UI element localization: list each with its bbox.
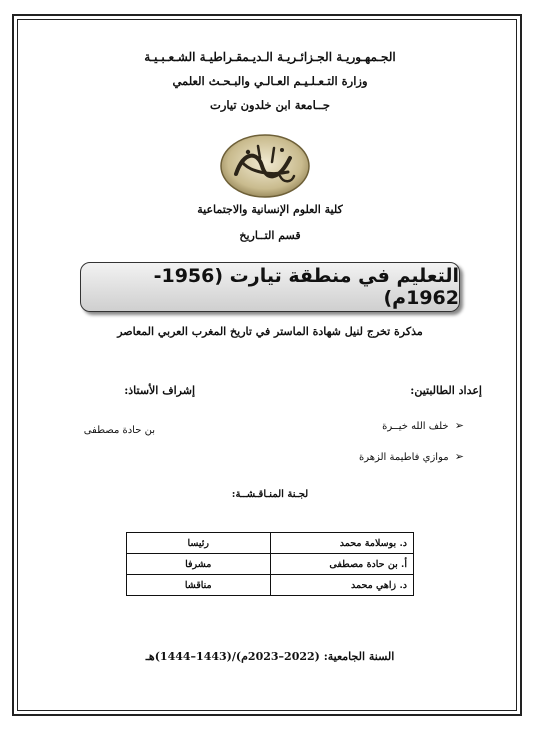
- academic-year: السنة الجامعية: (2022–2023م)/(1443–1444)هـ: [145, 650, 395, 663]
- member-role: مناقشا: [127, 575, 271, 596]
- ministry-header: وزارة التـعـلـيـم العـالـي والبـحـث العلمي: [172, 74, 368, 88]
- member-role: مشرفا: [127, 554, 271, 575]
- member-name: د. زاهي محمد: [270, 575, 414, 596]
- students-label: إعداد الطالبتين:: [410, 384, 482, 397]
- member-role: رئيسا: [127, 533, 271, 554]
- university-logo-icon: [218, 132, 312, 200]
- committee-table: [126, 532, 414, 596]
- table-row: [127, 533, 414, 554]
- member-name: د. بوسلامة محمد: [270, 533, 414, 554]
- arrow-bullet-icon: ➢: [454, 419, 464, 432]
- student-name: موازي فاطيمة الزهرة: [358, 452, 449, 463]
- table-row: [127, 575, 414, 596]
- student-name: خلف الله خيــرة: [382, 421, 449, 432]
- arrow-bullet-icon: ➢: [454, 450, 464, 463]
- faculty-name: كلية العلوم الإنسانية والاجتماعية: [197, 203, 343, 216]
- university-header: جــامعة ابن خلدون تيارت: [210, 98, 330, 112]
- table-row: [127, 554, 414, 575]
- member-name: أ. بن حادة مصطفى: [270, 554, 414, 575]
- thesis-title-box: [80, 262, 460, 312]
- thesis-subtitle: مذكرة تخرج لنيل شهادة الماستر في تاريخ المغرب العربي المعاصر: [117, 325, 423, 338]
- student-item: [359, 450, 464, 463]
- page-inner-border: [17, 19, 517, 711]
- supervisor-name: بن حادة مصطفى: [83, 425, 155, 436]
- department-name: قسم التــاريخ: [239, 229, 301, 242]
- thesis-title: التعليم في منطقة تيارت (1956-1962م): [153, 265, 459, 309]
- supervisor-label: إشراف الأستاذ:: [124, 384, 195, 397]
- republic-header: الجـمهـوريـة الجـزائـريـة الـديـمقـراطيـة الشـعـبـيـة: [144, 50, 396, 64]
- committee-label: لجـنة المنـاقـشــة:: [231, 489, 309, 500]
- student-item: [382, 419, 464, 432]
